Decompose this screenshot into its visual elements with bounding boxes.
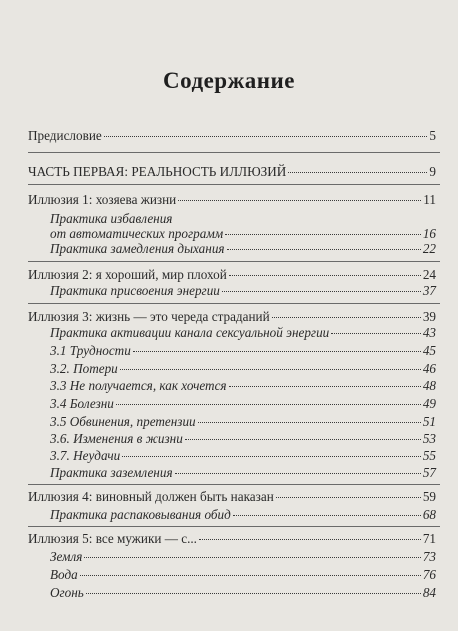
entry-label: 3.5 Обвинения, претензии [50,414,196,429]
entry-label: Вода [50,567,78,582]
page-number: 22 [422,241,436,256]
dot-leader [84,557,420,558]
entry-label: от автоматических программ [50,226,224,241]
toc-entry-preface[interactable] [28,128,436,144]
entry-label: Иллюзия 2: я хороший, мир плохой [28,267,227,282]
dot-leader [199,539,421,540]
toc-subentry[interactable] [50,431,436,447]
dot-leader [276,497,421,498]
page-number: 24 [422,267,436,282]
toc-subentry-practice-energy[interactable] [50,283,436,299]
dot-leader [229,386,421,387]
page-number: 76 [422,567,436,582]
dot-leader [288,172,427,173]
page-number: 71 [422,531,436,546]
dot-leader [178,200,421,201]
divider [28,184,440,185]
page-title: Содержание [163,68,295,93]
dot-leader [272,317,421,318]
toc-entry-illusion-2[interactable] [28,267,436,283]
page-number: 49 [422,396,436,411]
dot-leader [122,456,421,457]
page-number: 73 [422,549,436,564]
divider [28,152,440,153]
dot-leader [225,234,421,235]
dot-leader [175,473,421,474]
toc-entry-illusion-1[interactable] [28,192,436,208]
divider [28,484,440,485]
page-number: 39 [422,309,436,324]
entry-label: Земля [50,549,83,564]
divider [28,261,440,262]
toc-subentry[interactable] [50,361,436,377]
toc-subentry[interactable] [50,343,436,359]
toc-subentry[interactable] [50,396,436,412]
page-number: 16 [422,226,436,241]
entry-label: ЧАСТЬ ПЕРВАЯ: РЕАЛЬНОСТЬ ИЛЛЮЗИЙ [28,164,287,179]
dot-leader [185,439,421,440]
dot-leader [222,291,421,292]
dot-leader [80,575,421,576]
toc-subentry[interactable] [50,585,436,601]
toc-subentry[interactable] [50,549,436,565]
entry-label: Иллюзия 5: все мужики — с... [28,531,197,546]
entry-label: Практика заземления [50,465,173,480]
page-number: 59 [422,489,436,504]
page-number: 51 [422,414,436,429]
page-number: 68 [422,507,436,522]
entry-label: Практика замедления дыхания [50,241,225,256]
page-number: 37 [422,283,436,298]
toc-entry-illusion-4[interactable] [28,489,436,505]
toc-subentry[interactable] [50,325,436,341]
dot-leader [120,369,421,370]
toc-subentry[interactable] [50,378,436,394]
toc-subentry[interactable] [50,465,436,481]
page-number: 5 [429,128,436,143]
dot-leader [104,136,428,137]
entry-label: Иллюзия 4: виновный должен быть наказан [28,489,274,504]
page-number: 11 [423,192,436,207]
dot-leader [116,404,421,405]
page-number: 9 [429,164,436,179]
entry-label: 3.3 Не получается, как хочется [50,378,227,393]
entry-label: 3.7. Неудачи [50,448,121,463]
toc-subentry-practice-release[interactable] [50,226,436,242]
dot-leader [227,249,421,250]
toc-subentry-practice-grievances[interactable] [50,507,436,523]
page-number: 57 [422,465,436,480]
page-number: 55 [422,448,436,463]
toc-entry-illusion-5[interactable] [28,531,436,547]
dot-leader [133,351,421,352]
dot-leader [331,333,421,334]
entry-label: Предисловие [28,128,102,143]
divider [28,303,440,304]
page-number: 46 [422,361,436,376]
dot-leader [233,515,421,516]
toc-subentry[interactable] [50,448,436,464]
entry-label: Огонь [50,585,84,600]
toc-entry-part-one[interactable] [28,164,436,180]
entry-label: 3.4 Болезни [50,396,114,411]
toc-subentry[interactable] [50,567,436,583]
entry-label: Практика активации канала сексуальной энергии [50,325,330,340]
page-number: 48 [422,378,436,393]
dot-leader [229,275,421,276]
entry-label: Практика распаковывания обид [50,507,231,522]
entry-label: 3.2. Потери [50,361,118,376]
toc-subentry[interactable] [50,414,436,430]
entry-label: 3.6. Изменения в жизни [50,431,183,446]
divider [28,526,440,527]
toc-subentry-practice-breathing[interactable] [50,241,436,257]
entry-label: Иллюзия 3: жизнь — это череда страданий [28,309,270,324]
toc-entry-illusion-3[interactable] [28,309,436,325]
toc-subentry-label-line1: Практика избавления [50,211,173,226]
dot-leader [198,422,421,423]
entry-label: 3.1 Трудности [50,343,131,358]
entry-label: Иллюзия 1: хозяева жизни [28,192,177,207]
page-number: 43 [422,325,436,340]
dot-leader [86,593,421,594]
page-number: 45 [422,343,436,358]
page-number: 84 [422,585,436,600]
entry-label: Практика присвоения энергии [50,283,220,298]
page-number: 53 [422,431,436,446]
